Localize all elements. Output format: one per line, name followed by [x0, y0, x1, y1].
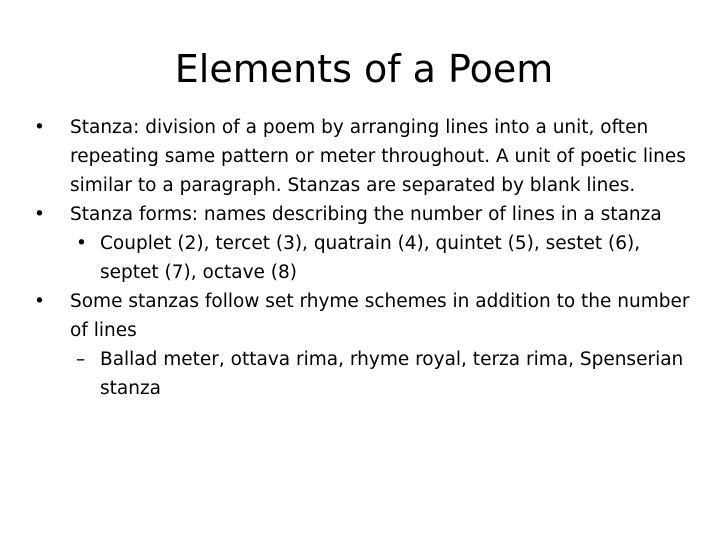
- sub-bullet-item-forms: [32, 229, 696, 287]
- sub-bullet-item-rhyme: [32, 345, 696, 403]
- bullet-icon: •: [34, 204, 45, 225]
- bullet-icon: •: [34, 117, 45, 138]
- slide-title: Elements of a Poem: [174, 47, 554, 91]
- bullet-item-stanza-forms: [32, 200, 696, 229]
- sub-bullet-icon: •: [76, 233, 87, 254]
- bullet-text: Stanza: division of a poem by arranging lines into a unit, often repeating same pattern or meter throughout. A unit of poetic lines similar to a paragraph. Stanzas are separated by blank lines.: [70, 117, 686, 196]
- bullet-text: Some stanzas follow set rhyme schemes in addition to the number of lines: [70, 291, 690, 341]
- bullet-text: Stanza forms: names describing the number of lines in a stanza: [70, 204, 662, 225]
- sub-bullet-text: Couplet (2), tercet (3), quatrain (4), quintet (5), sestet (6), septet (7), octave (8): [100, 233, 641, 283]
- bullet-list: [32, 113, 696, 403]
- dash-icon: –: [76, 349, 86, 370]
- bullet-item-stanza: [32, 113, 696, 200]
- bullet-icon: •: [34, 291, 45, 312]
- sub-bullet-text: Ballad meter, ottava rima, rhyme royal, terza rima, Spenserian stanza: [100, 349, 684, 399]
- slide-body: [32, 113, 696, 403]
- bullet-item-rhyme-schemes: [32, 287, 696, 345]
